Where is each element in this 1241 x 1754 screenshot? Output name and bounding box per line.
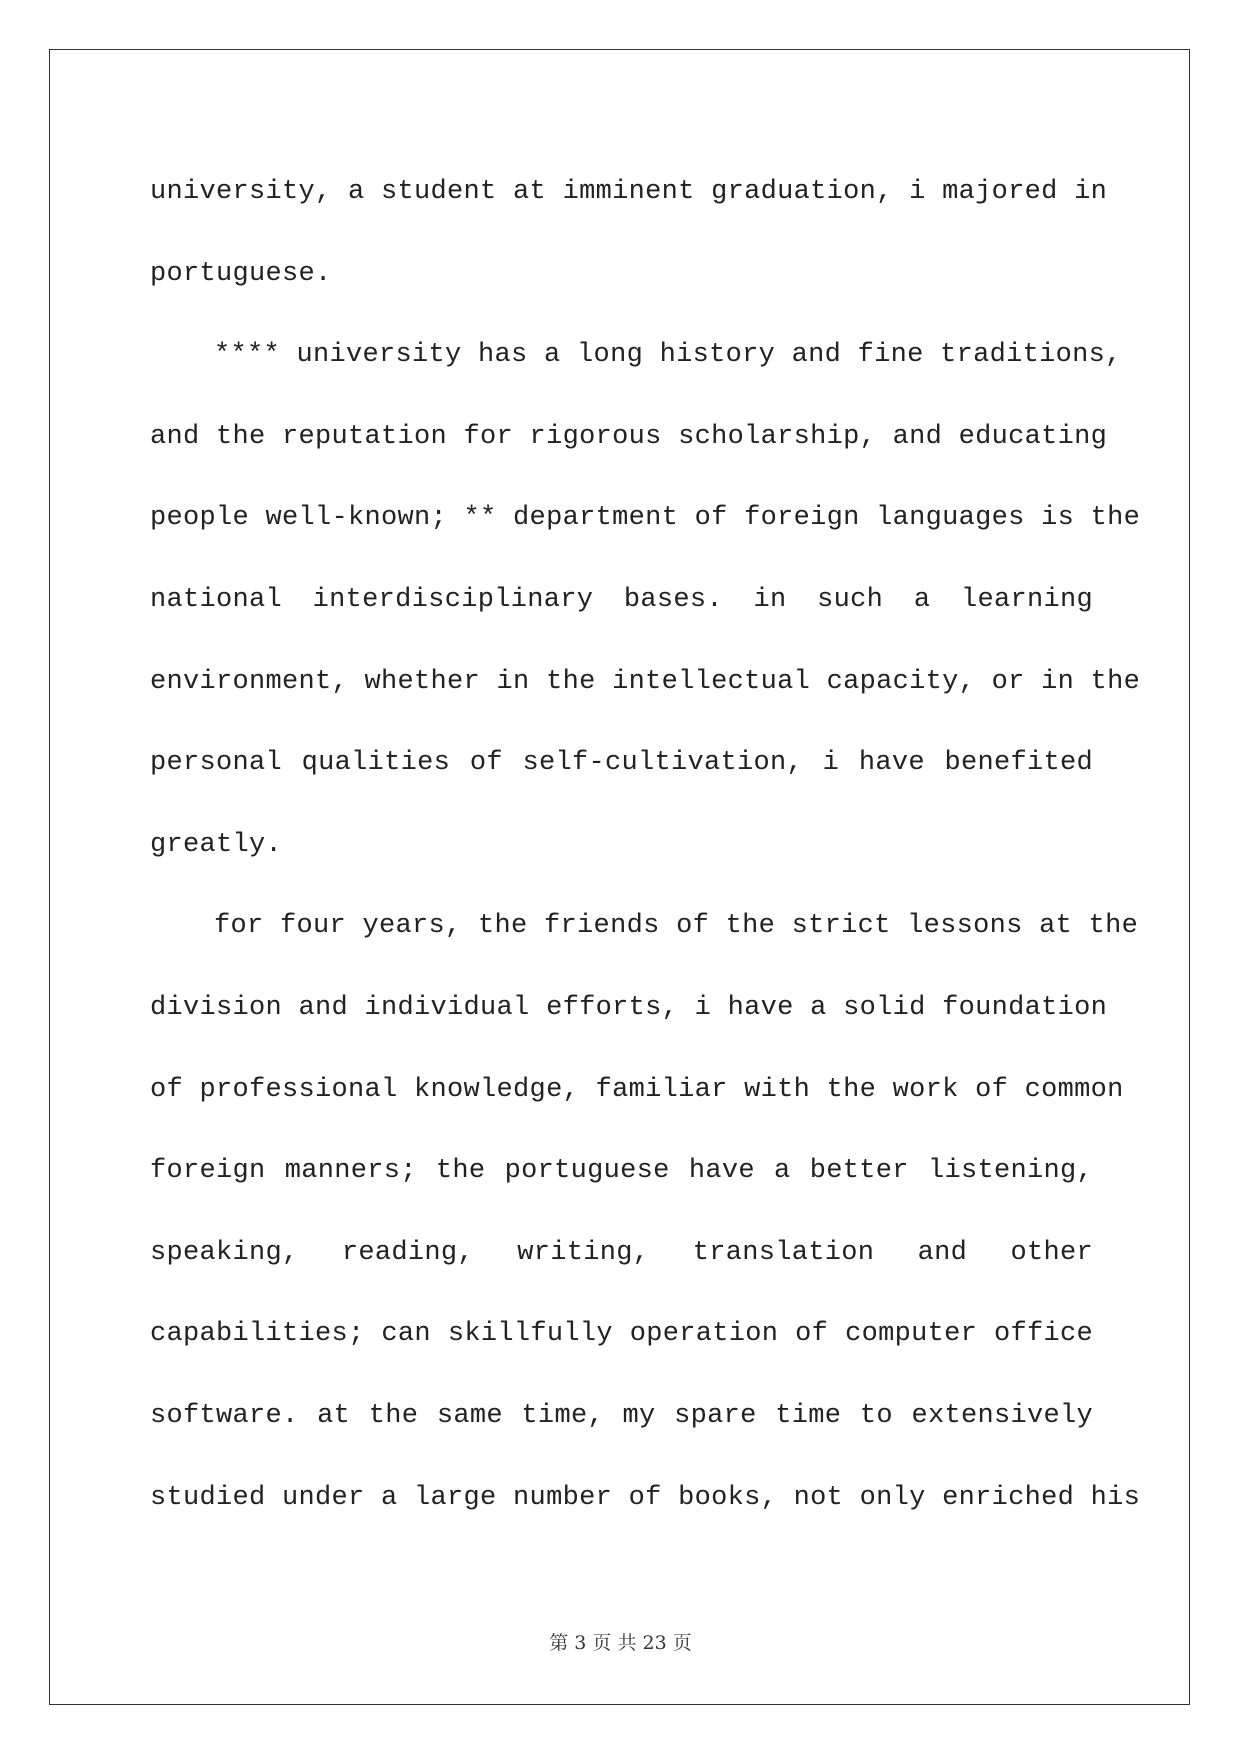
text-line: capabilities; can skillfully operation of computer office	[150, 1319, 1093, 1350]
text-line: of professional knowledge, familiar with the work of common	[150, 1074, 1124, 1105]
text-line: for four years, the friends of the strict lessons at the	[214, 911, 1139, 942]
text-line: greatly.	[150, 829, 283, 860]
text-line: and the reputation for rigorous scholarship, and educating	[150, 421, 1108, 452]
text-line: software. at the same time, my spare time to extensively	[150, 1400, 1093, 1431]
text-line: division and individual efforts, i have a solid foundation	[150, 992, 1108, 1023]
text-line: personal qualities of self-cultivation, i have benefited	[150, 748, 1093, 779]
text-line: foreign manners; the portuguese have a better listening,	[150, 1156, 1093, 1187]
page-number-footer: 第 3 页 共 23 页	[549, 1632, 692, 1654]
text-line: studied under a large number of books, not only enriched his	[150, 1482, 1141, 1513]
text-line: speaking, reading, writing, translation and other	[150, 1237, 1093, 1268]
text-line: people well-known; ** department of foreign languages is the	[150, 503, 1141, 534]
text-line: national interdisciplinary bases. in such a learning	[150, 584, 1093, 615]
text-line: **** university has a long history and fine traditions,	[214, 340, 1122, 371]
text-line: university, a student at imminent graduation, i majored in	[150, 177, 1108, 207]
text-line: portuguese.	[150, 258, 332, 289]
text-line: environment, whether in the intellectual capacity, or in the	[150, 666, 1141, 697]
document-body	[150, 152, 1141, 1539]
